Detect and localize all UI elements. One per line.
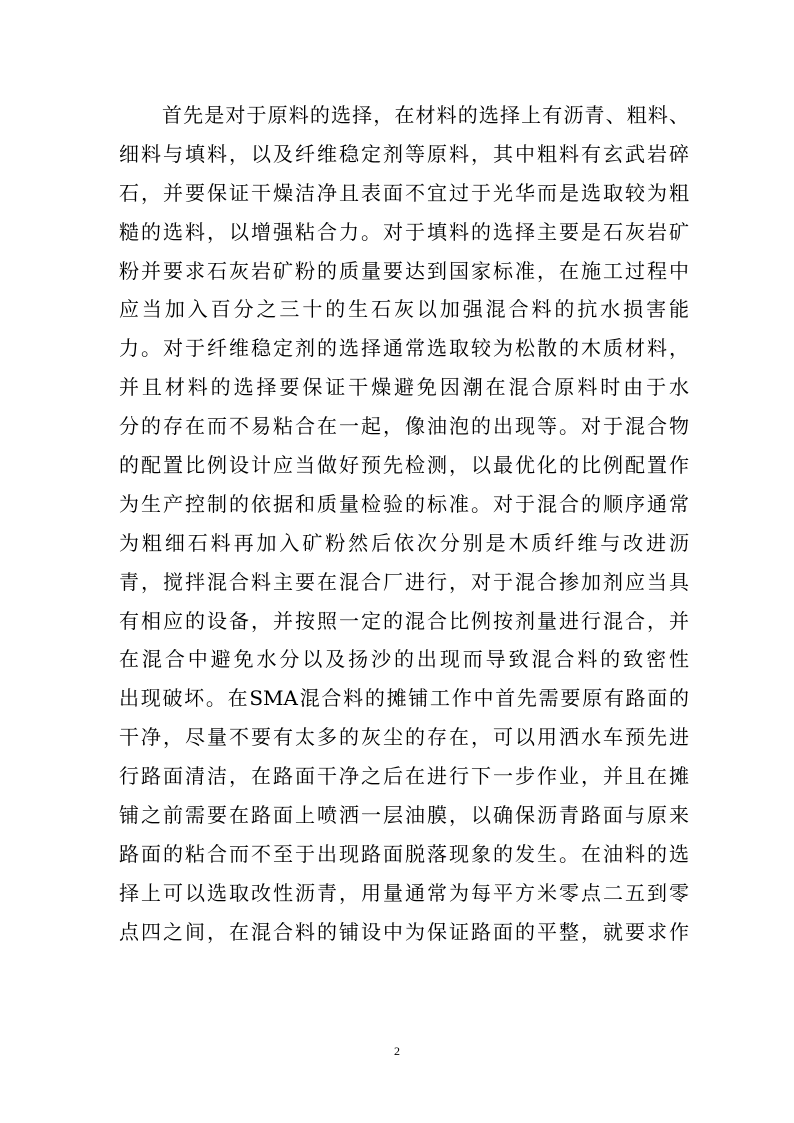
paragraph-line: 并且材料的选择要保证干燥避免因潮在混合原料时由于水 <box>119 375 689 400</box>
paragraph-line: 路面的粘合而不至于出现路面脱落现象的发生。在油料的选 <box>119 841 689 866</box>
paragraph-line: 分的存在而不易粘合在一起，像油泡的出现等。对于混合物 <box>119 414 689 439</box>
paragraph-line: 为生产控制的依据和质量检验的标准。对于混合的顺序通常 <box>119 491 689 516</box>
paragraph-line: 粉并要求石灰岩矿粉的质量要达到国家标准，在施工过程中 <box>119 258 689 283</box>
paragraph-line: 应当加入百分之三十的生石灰以加强混合料的抗水损害能 <box>119 297 689 322</box>
body-paragraph <box>119 96 689 952</box>
paragraph-line: 点四之间，在混合料的铺设中为保证路面的平整，就要求作 <box>119 919 689 944</box>
paragraph-line: 择上可以选取改性沥青，用量通常为每平方米零点二五到零 <box>119 880 689 905</box>
paragraph-line: 为粗细石料再加入矿粉然后依次分别是木质纤维与改进沥 <box>119 530 689 555</box>
paragraph-line: 在混合中避免水分以及扬沙的出现而导致混合料的致密性 <box>119 647 689 672</box>
paragraph-line: 有相应的设备，并按照一定的混合比例按剂量进行混合，并 <box>119 608 689 633</box>
paragraph-line: 出现破坏。在SMA混合料的摊铺工作中首先需要原有路面的 <box>119 686 689 711</box>
paragraph-line: 石，并要保证干燥洁净且表面不宜过于光华而是选取较为粗 <box>119 180 689 205</box>
paragraph-line: 糙的选料，以增强粘合力。对于填料的选择主要是石灰岩矿 <box>119 219 689 244</box>
paragraph-line: 细料与填料，以及纤维稳定剂等原料，其中粗料有玄武岩碎 <box>119 141 689 166</box>
paragraph-line: 的配置比例设计应当做好预先检测，以最优化的比例配置作 <box>119 453 689 478</box>
paragraph-line: 铺之前需要在路面上喷洒一层油膜，以确保沥青路面与原来 <box>119 803 689 828</box>
paragraph-line: 力。对于纤维稳定剂的选择通常选取较为松散的木质材料， <box>119 336 689 361</box>
paragraph-line: 首先是对于原料的选择，在材料的选择上有沥青、粗料、 <box>162 103 689 127</box>
page-number: 2 <box>394 1044 400 1058</box>
paragraph-line: 青，搅拌混合料主要在混合厂进行，对于混合掺加剂应当具 <box>119 569 689 594</box>
paragraph-line: 干净，尽量不要有太多的灰尘的存在，可以用洒水车预先进 <box>119 725 689 750</box>
paragraph-line: 行路面清洁，在路面干净之后在进行下一步作业，并且在摊 <box>119 764 689 789</box>
